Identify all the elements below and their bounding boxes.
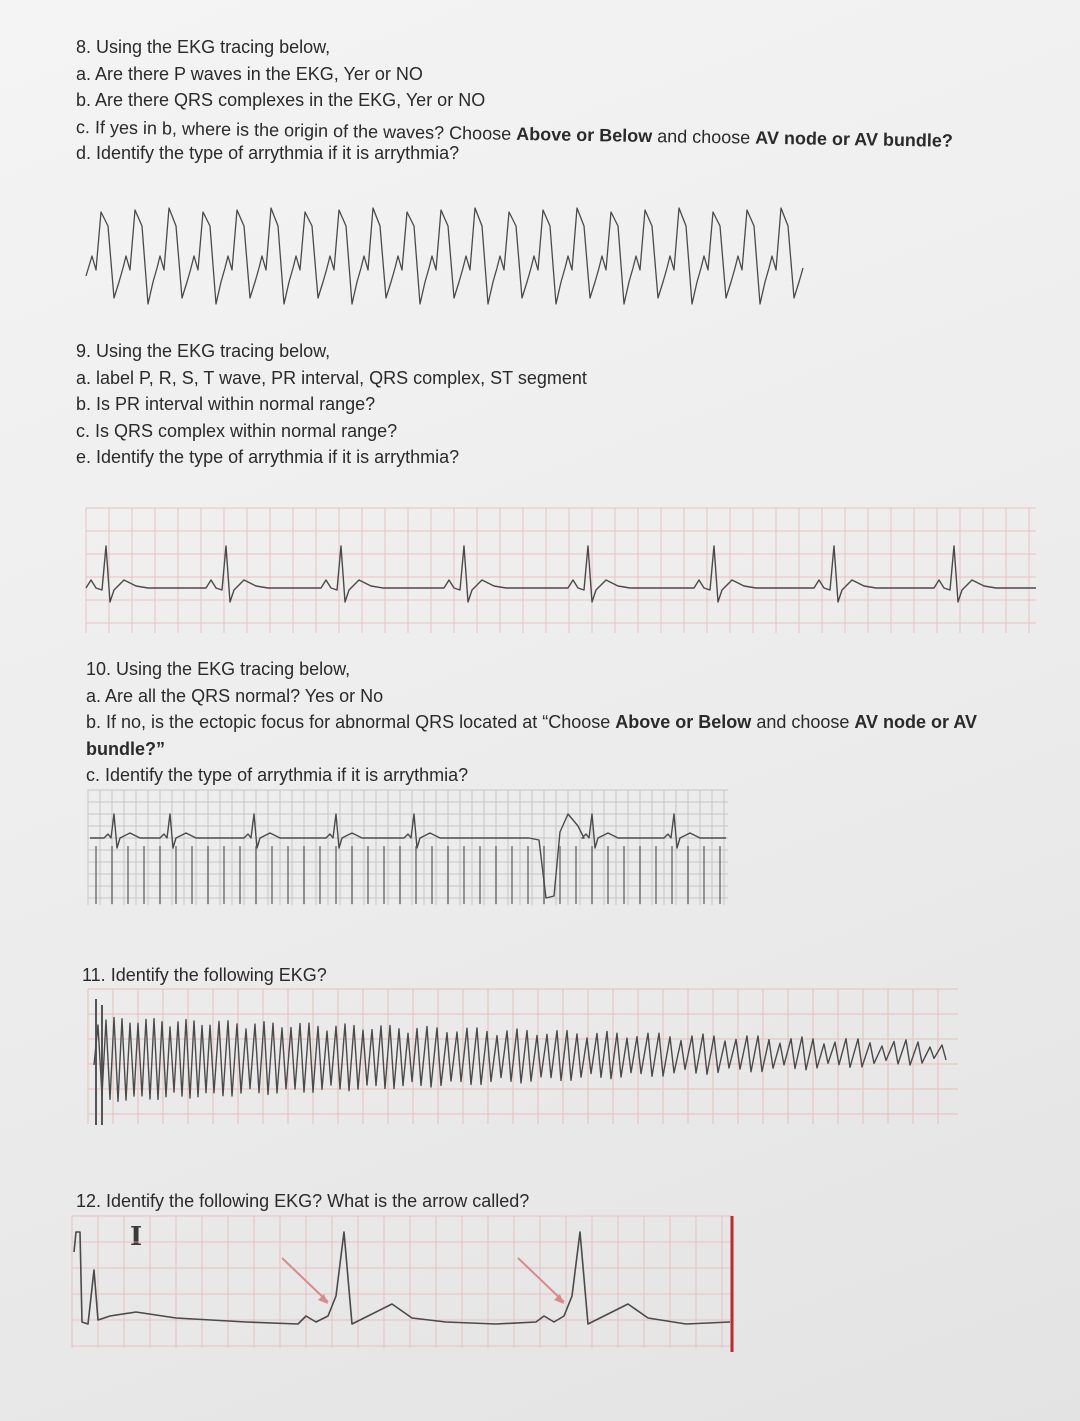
question-9	[76, 338, 587, 471]
q9-ekg-trace	[78, 502, 1038, 637]
q8-ekg-trace	[78, 186, 818, 331]
q9-part-c: c. Is QRS complex within normal range?	[76, 420, 398, 441]
q10-b-bold-av: AV node or AV bundle?”	[86, 712, 978, 759]
q10-b-bold-above-below: Above or Below	[615, 712, 752, 732]
q8-title: 8. Using the EKG tracing below,	[76, 37, 331, 57]
q9-ekg-strip	[78, 502, 1038, 637]
question-8	[76, 34, 953, 167]
q8-part-a: a. Are there P waves in the EKG, Yer or NO	[76, 63, 423, 84]
q8-c-mid: and choose	[652, 125, 756, 148]
q10-b-mid: and choose	[751, 712, 855, 732]
q9-part-e: e. Identify the type of arrythmia if it is arrythmia?	[76, 447, 460, 467]
q8-ekg-strip	[78, 186, 818, 331]
q9-title: 9. Using the EKG tracing below,	[76, 341, 331, 361]
question-10	[86, 656, 1046, 789]
q12-ekg-strip	[66, 1212, 746, 1352]
q10-ekg-strip	[84, 786, 734, 911]
q8-part-d: d. Identify the type of arrythmia if it is arrythmia?	[76, 143, 460, 163]
q10-b-text: b. If no, is the ectopic focus for abnormal QRS located at “Choose	[86, 712, 616, 732]
q10-part-a: a. Are all the QRS normal? Yes or No	[86, 685, 384, 706]
q8-part-b: b. Are there QRS complexes in the EKG, Yer or NO	[76, 90, 486, 110]
lead-i-label: I	[130, 1222, 143, 1252]
q12-title: 12. Identify the following EKG? What is the arrow called?	[76, 1191, 530, 1211]
q11-grid	[88, 989, 958, 1124]
q10-ekg-trace	[84, 786, 734, 911]
q11-title: 11. Identify the following EKG?	[82, 965, 327, 985]
q10-grid	[88, 790, 728, 905]
u-wave-arrowhead-2	[554, 1294, 564, 1304]
q11-calibration-mark	[96, 999, 102, 1125]
q12-ekg-trace	[66, 1212, 746, 1352]
q11-ekg-strip	[84, 985, 964, 1130]
q10-part-b	[86, 709, 1046, 762]
q10-part-c: c. Identify the type of arrythmia if it is arrythmia?	[86, 765, 469, 785]
q8-c-bold-av: AV node or AV bundle?	[755, 127, 954, 151]
q9-grid	[86, 508, 1036, 633]
question-12	[76, 1188, 529, 1215]
q10-trace-line	[90, 814, 726, 898]
q8-c-bold-above-below: Above or Below	[516, 123, 653, 146]
u-wave-arrow-1	[282, 1258, 328, 1302]
q10-title: 10. Using the EKG tracing below,	[86, 659, 351, 679]
q10-rhythm-ticks	[96, 846, 720, 904]
u-wave-arrowhead-1	[318, 1294, 328, 1304]
q8-c-text: c. If yes in b, where is the origin of the waves? Choose	[75, 116, 517, 144]
q9-part-a: a. label P, R, S, T wave, PR interval, QRS complex, ST segment	[76, 367, 587, 388]
q11-ekg-trace	[84, 985, 964, 1130]
q9-part-b: b. Is PR interval within normal range?	[76, 394, 376, 414]
q12-trace-line	[74, 1232, 730, 1324]
q12-grid	[72, 1216, 732, 1348]
u-wave-arrow-2	[518, 1258, 564, 1302]
q8-trace-line	[86, 208, 803, 304]
